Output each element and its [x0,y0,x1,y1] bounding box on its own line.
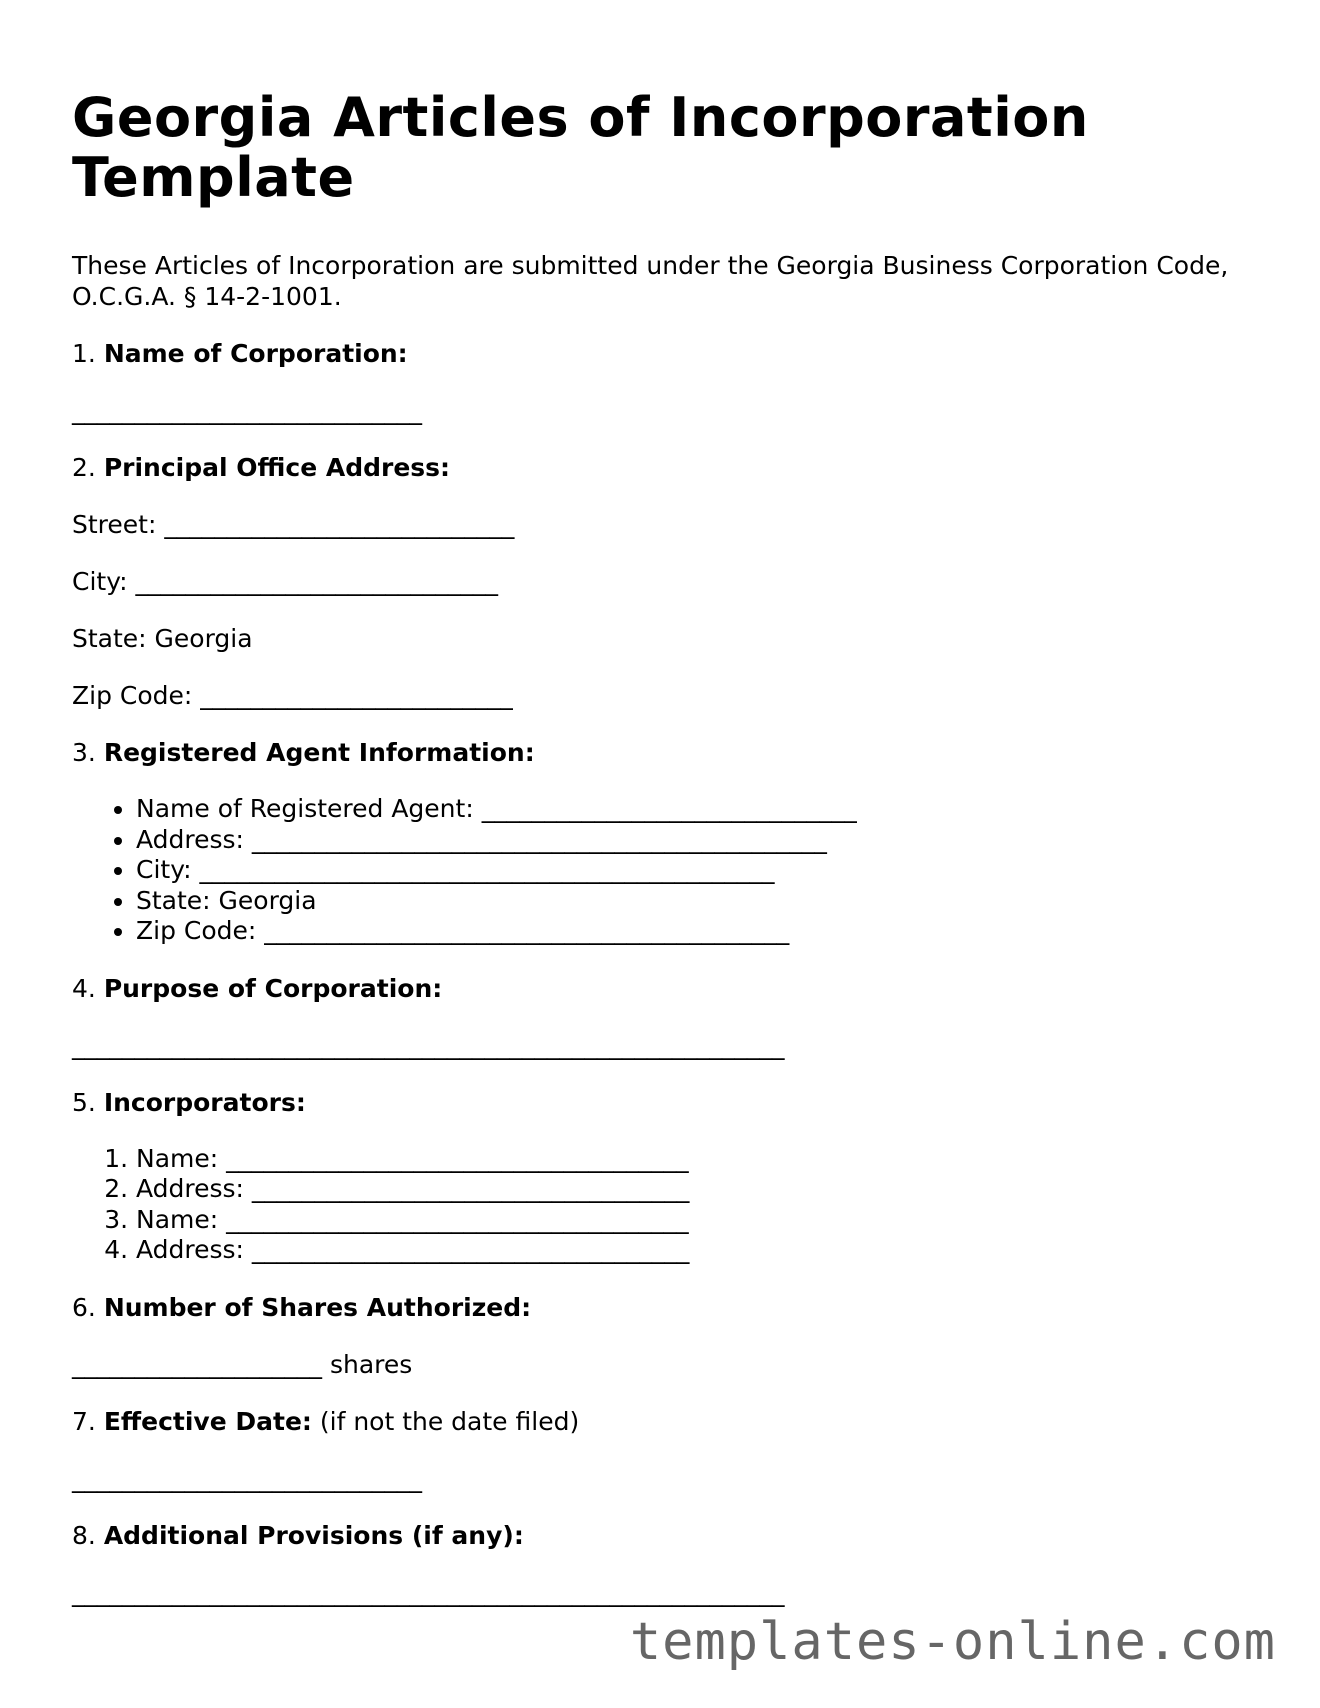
intro-text: These Articles of Incorporation are submitted under the Georgia Business Corporation Code, O.C.G.A. § 14-2-1001. [72,251,1229,311]
section-6-heading [72,1292,1248,1323]
section-label: Number of Shares Authorized: [103,1292,532,1322]
section-label: Purpose of Corporation: [103,973,443,1003]
section-label: Registered Agent Information: [103,738,535,767]
section-label: Additional Provisions (if any): [103,1520,524,1550]
incorporator-name-field[interactable]: 1. Name: _____________________________________ [136,1144,1248,1175]
shares-field[interactable]: ____________________ shares [72,1349,413,1379]
section-8-heading [72,1520,1248,1551]
section-number: 6. [72,1292,96,1322]
section-label: Name of Corporation: [103,339,408,368]
section-3-heading [72,737,1248,768]
agent-address-field[interactable]: • Address: ______________________________________________ [136,825,1248,856]
section-4-heading [72,973,1248,1004]
section-number: 5. [72,1087,96,1117]
agent-zip-field[interactable]: • Zip Code: __________________________________________ [136,916,1248,947]
section-number: 2. [72,453,96,482]
effective-date-field[interactable]: ____________________________ [72,1463,422,1493]
additional-provisions-field[interactable]: _________________________________________________________ [72,1577,785,1607]
section-label: Effective Date: [103,1406,312,1436]
section-note: (if not the date filed) [311,1406,580,1436]
state-value: State: Georgia [72,624,253,653]
section-label: Incorporators: [103,1087,306,1117]
section-1-heading [72,338,1248,369]
section-number: 1. [72,339,96,368]
section-number: 3. [72,738,96,767]
page-title: Georgia Articles of Incorporation Template [72,86,1089,209]
incorporator-address-field[interactable]: 2. Address: ___________________________________ [136,1174,1248,1205]
watermark: templates-online.com [629,1612,1276,1672]
section-label: Principal Office Address: [103,453,451,482]
incorporators-list [72,1144,1248,1266]
section-5-heading [72,1087,1248,1118]
incorporator-address-field[interactable]: 4. Address: ___________________________________ [136,1235,1248,1266]
corporation-name-field[interactable]: ____________________________ [72,396,422,425]
purpose-field[interactable]: _________________________________________________________ [72,1030,785,1060]
section-number: 4. [72,973,96,1003]
document [72,88,1248,1608]
section-2-heading [72,452,1248,483]
section-number: 7. [72,1406,96,1436]
agent-state-value: • State: Georgia [136,886,1248,917]
zip-field[interactable]: Zip Code: _________________________ [72,681,513,710]
section-number: 8. [72,1520,96,1550]
incorporator-name-field[interactable]: 3. Name: _____________________________________ [136,1205,1248,1236]
city-field[interactable]: City: _____________________________ [72,567,499,596]
agent-name-field[interactable]: • Name of Registered Agent: ______________________________ [136,794,1248,825]
agent-city-field[interactable]: • City: ______________________________________________ [136,855,1248,886]
registered-agent-list [72,794,1248,947]
street-field[interactable]: Street: ____________________________ [72,510,515,539]
section-7-heading [72,1406,1248,1437]
